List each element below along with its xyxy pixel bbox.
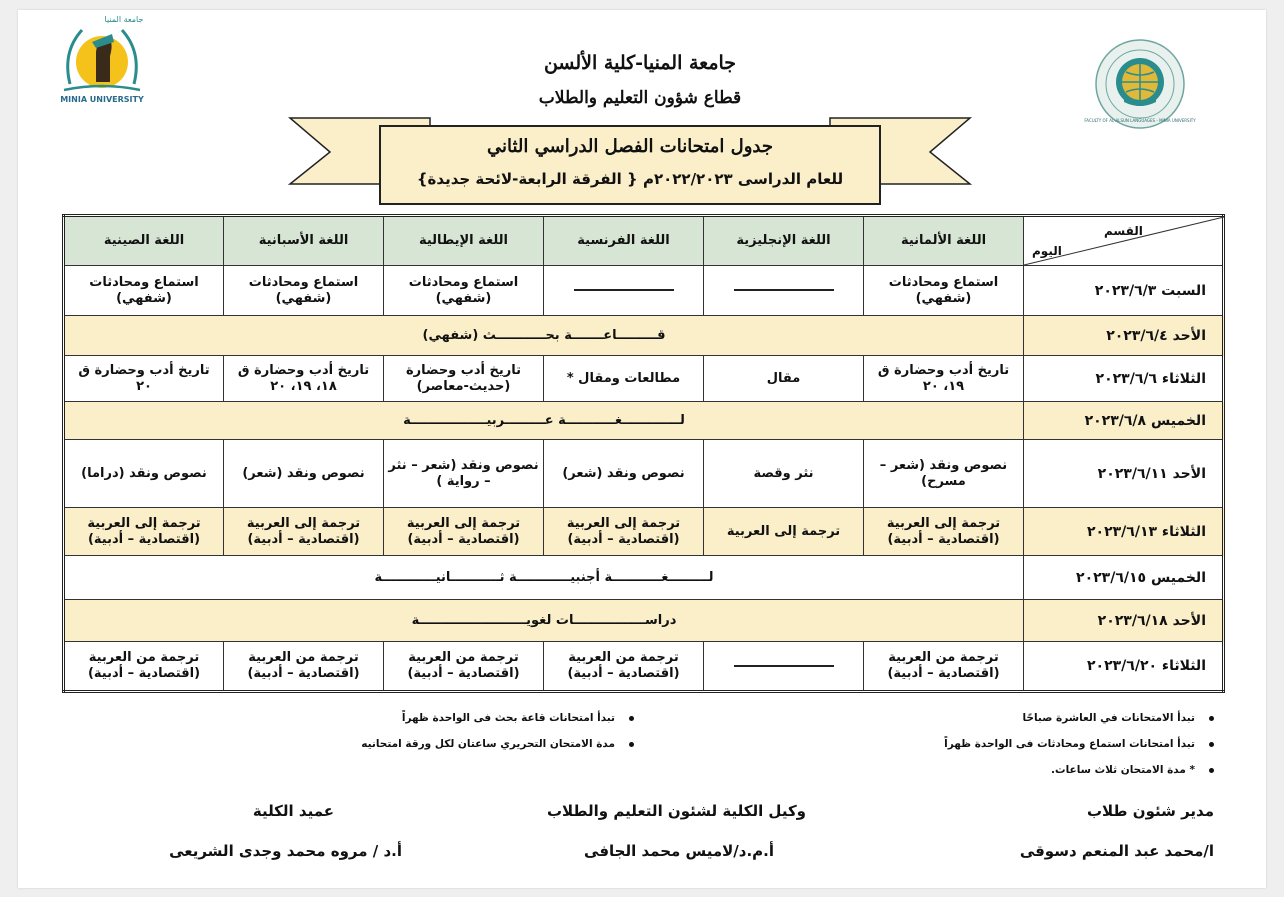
exam-cell: تاريخ أدب وحضارة ق ١٨، ١٩، ٢٠ bbox=[224, 356, 384, 402]
bullet-icon bbox=[629, 716, 634, 721]
notes-left bbox=[361, 712, 634, 764]
empty-exam-cell bbox=[704, 266, 864, 316]
exam-cell: ترجمة من العربية (اقتصادية – أدبية) bbox=[544, 642, 704, 692]
exam-cell: ترجمة إلى العربية (اقتصادية – أدبية) bbox=[64, 508, 224, 556]
left-logo-caption: MINIA UNIVERSITY bbox=[60, 95, 144, 104]
exam-cell: ترجمة إلى العربية bbox=[704, 508, 864, 556]
exam-schedule-table bbox=[62, 214, 1225, 693]
empty-exam-cell bbox=[704, 642, 864, 692]
day-cell: الأحد ٢٠٢٣/٦/١١ bbox=[1024, 440, 1224, 508]
day-cell: الثلاثاء ٢٠٢٣/٦/٢٠ bbox=[1024, 642, 1224, 692]
table-row bbox=[64, 556, 1224, 600]
right-logo-caption: FACULTY OF AL-ALSUN LANGUAGES - MINIA UNIVERSITY bbox=[1084, 118, 1196, 123]
table-row bbox=[64, 402, 1224, 440]
merged-exam-cell: دراســــــــــــــــات لغويــــــــــــــــــــــــة bbox=[64, 600, 1024, 642]
schedule-subtitle: للعام الدراسى ٢٠٢٢/٢٠٢٣م { الفرقة الرابعة-لائحة جديدة} bbox=[416, 170, 844, 188]
table-row bbox=[64, 356, 1224, 402]
exam-cell: ترجمة من العربية (اقتصادية – أدبية) bbox=[864, 642, 1024, 692]
exam-cell: نثر وقصة bbox=[704, 440, 864, 508]
bullet-icon bbox=[1209, 742, 1214, 747]
note-item bbox=[944, 764, 1214, 776]
corner-cell bbox=[1024, 216, 1224, 266]
table-header-row bbox=[64, 216, 1224, 266]
day-cell: الثلاثاء ٢٠٢٣/٦/٦ bbox=[1024, 356, 1224, 402]
table-row bbox=[64, 316, 1224, 356]
exam-cell: ترجمة إلى العربية (اقتصادية – أدبية) bbox=[544, 508, 704, 556]
exam-cell: استماع ومحادثات (شفهي) bbox=[864, 266, 1024, 316]
university-title: جامعة المنيا-كلية الألسن bbox=[543, 52, 737, 74]
left-logo-arabic: جامعة المنيا bbox=[104, 15, 144, 24]
note-text: تبدأ الامتحانات في العاشرة صباحًا bbox=[1022, 712, 1195, 724]
table-row bbox=[64, 508, 1224, 556]
note-text: مدة الامتحان التحريري ساعتان لكل ورقة امتحانيه bbox=[361, 738, 615, 750]
note-item bbox=[944, 712, 1214, 724]
vice-dean-name: أ.م.د/لاميس محمد الجافى bbox=[584, 842, 774, 860]
exam-cell: ترجمة من العربية (اقتصادية – أدبية) bbox=[384, 642, 544, 692]
manager-title: مدير شئون طلاب bbox=[1086, 802, 1214, 820]
vice-dean-title: وكيل الكلية لشئون التعليم والطلاب bbox=[546, 802, 806, 820]
exam-cell: ترجمة إلى العربية (اقتصادية – أدبية) bbox=[864, 508, 1024, 556]
exam-cell: تاريخ أدب وحضارة ق ١٩، ٢٠ bbox=[864, 356, 1024, 402]
exam-cell: نصوص ونقد (شعر – نثر – رواية ) bbox=[384, 440, 544, 508]
header-spanish: اللغة الأسبانية bbox=[224, 216, 384, 266]
header-chinese: اللغة الصينية bbox=[64, 216, 224, 266]
table-row bbox=[64, 440, 1224, 508]
exam-cell: ترجمة إلى العربية (اقتصادية – أدبية) bbox=[384, 508, 544, 556]
exam-cell: استماع ومحادثات (شفهي) bbox=[64, 266, 224, 316]
exam-cell: نصوص ونقد (شعر) bbox=[544, 440, 704, 508]
corner-day-label: اليوم bbox=[1032, 244, 1062, 258]
table-row bbox=[64, 642, 1224, 692]
exam-cell: ترجمة إلى العربية (اقتصادية – أدبية) bbox=[224, 508, 384, 556]
note-item bbox=[361, 738, 634, 750]
corner-department-label: القسم bbox=[1104, 224, 1143, 238]
manager-name: ا/محمد عبد المنعم دسوقى bbox=[1019, 842, 1214, 860]
exam-cell: نصوص ونقد (شعر – مسرح) bbox=[864, 440, 1024, 508]
merged-exam-cell: لـــــــــــــغـــــــــــة عـــــــــربيـــــــــــــــــة bbox=[64, 402, 1024, 440]
day-cell: الخميس ٢٠٢٣/٦/٨ bbox=[1024, 402, 1224, 440]
notes-right bbox=[944, 712, 1214, 790]
bullet-icon bbox=[1209, 716, 1214, 721]
exam-cell: ترجمة من العربية (اقتصادية – أدبية) bbox=[224, 642, 384, 692]
note-item bbox=[944, 738, 1214, 750]
no-exam-dash bbox=[734, 289, 834, 291]
exam-cell: تاريخ أدب وحضارة ق ٢٠ bbox=[64, 356, 224, 402]
merged-exam-cell: قـــــــــاعـــــــة بحـــــــــــث (شفهي) bbox=[64, 316, 1024, 356]
exam-cell: نصوص ونقد (دراما) bbox=[64, 440, 224, 508]
bullet-icon bbox=[629, 742, 634, 747]
exam-cell: ترجمة من العربية (اقتصادية – أدبية) bbox=[64, 642, 224, 692]
exam-cell: استماع ومحادثات (شفهي) bbox=[384, 266, 544, 316]
title-banner bbox=[270, 110, 990, 210]
note-text: * مدة الامتحان ثلاث ساعات. bbox=[1051, 764, 1195, 776]
header-italian: اللغة الإيطالية bbox=[384, 216, 544, 266]
dean-name: أ.د / مروه محمد وجدى الشريعى bbox=[169, 842, 402, 860]
no-exam-dash bbox=[574, 289, 674, 291]
empty-exam-cell bbox=[544, 266, 704, 316]
bullet-icon bbox=[1209, 768, 1214, 773]
header-english: اللغة الإنجليزية bbox=[704, 216, 864, 266]
day-cell: الخميس ٢٠٢٣/٦/١٥ bbox=[1024, 556, 1224, 600]
schedule-title: جدول امتحانات الفصل الدراسي الثاني bbox=[487, 136, 773, 157]
day-cell: السبت ٢٠٢٣/٦/٣ bbox=[1024, 266, 1224, 316]
merged-exam-cell: لـــــــــغـــــــــــة أجنبيــــــــــــة ثـــــــــــانيــــــــــــة bbox=[64, 556, 1024, 600]
exam-cell: تاريخ أدب وحضارة (حديث-معاصر) bbox=[384, 356, 544, 402]
exam-cell: مقال bbox=[704, 356, 864, 402]
header-german: اللغة الألمانية bbox=[864, 216, 1024, 266]
day-cell: الأحد ٢٠٢٣/٦/١٨ bbox=[1024, 600, 1224, 642]
table-row bbox=[64, 600, 1224, 642]
exam-cell: استماع ومحادثات (شفهي) bbox=[224, 266, 384, 316]
exam-cell: نصوص ونقد (شعر) bbox=[224, 440, 384, 508]
exam-cell: مطالعات ومقال * bbox=[544, 356, 704, 402]
table-row bbox=[64, 266, 1224, 316]
no-exam-dash bbox=[734, 665, 834, 667]
dean-title: عميد الكلية bbox=[252, 802, 334, 820]
sector-title: قطاع شؤون التعليم والطلاب bbox=[538, 88, 742, 108]
day-cell: الأحد ٢٠٢٣/٦/٤ bbox=[1024, 316, 1224, 356]
header-french: اللغة الفرنسية bbox=[544, 216, 704, 266]
note-text: تبدأ امتحانات قاعة بحث فى الواحدة ظهراً bbox=[401, 712, 615, 724]
note-text: تبدأ امتحانات استماع ومحادثات فى الواحدة ظهراً bbox=[944, 738, 1195, 750]
note-item bbox=[361, 712, 634, 724]
day-cell: الثلاثاء ٢٠٢٣/٦/١٣ bbox=[1024, 508, 1224, 556]
